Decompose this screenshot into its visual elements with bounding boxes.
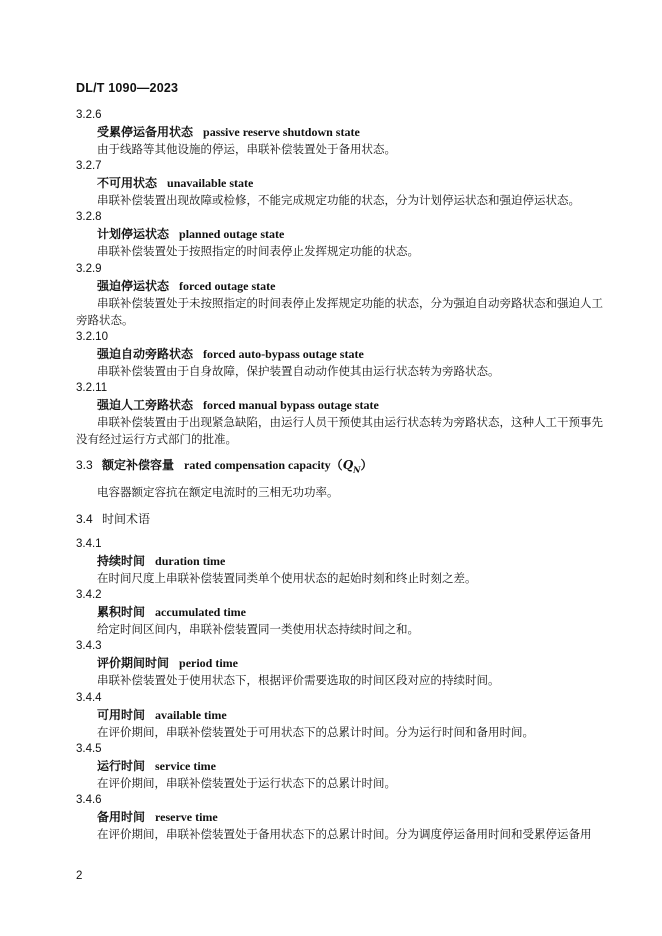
term-chinese: 持续时间 [97, 554, 146, 569]
term-title [76, 175, 606, 192]
symbol-subscript: N [353, 464, 361, 475]
page-number: 2 [76, 870, 83, 882]
term-english: forced outage state [179, 278, 276, 293]
clause-number: 3.2.8 [76, 211, 102, 224]
term-chinese: 计划停运状态 [97, 227, 170, 242]
term-title [76, 397, 606, 414]
term-english: accumulated time [155, 605, 246, 620]
clause-number: 3.2.11 [76, 382, 108, 395]
term-entry [76, 587, 606, 638]
term-title [76, 655, 606, 672]
term-definition: 串联补偿装置处于使用状态下，根据评价需要选取的时间区段对应的持续时间。 [97, 673, 500, 688]
term-definition: 由于线路等其他设施的停运，串联补偿装置处于备用状态。 [97, 142, 396, 156]
term-english: available time [155, 707, 227, 722]
term-chinese: 受累停运备用状态 [97, 125, 194, 139]
term-title [76, 124, 606, 141]
term-title [76, 604, 606, 621]
term-entry [76, 741, 606, 792]
clause-number: 3.2.6 [76, 109, 102, 121]
term-definition: 串联补偿装置出现故障或检修，不能完成规定功能的状态，分为计划停运状态和强迫停运状态。 [97, 193, 580, 208]
term-entry [76, 158, 606, 209]
section-number: 3.3 [76, 457, 93, 472]
term-chinese: 不可用状态 [97, 176, 158, 191]
term-entry [76, 209, 606, 260]
symbol [342, 457, 361, 475]
term-definition: 在评价期间，串联补偿装置处于运行状态下的总累计时间。 [97, 775, 396, 790]
term-english: duration time [155, 554, 226, 569]
term-title [76, 346, 606, 363]
term-chinese: 可用时间 [97, 707, 146, 722]
term-entry [76, 261, 606, 329]
term-english: forced manual bypass outage state [203, 398, 379, 413]
term-chinese: 运行时间 [97, 758, 146, 773]
paren-open: （ [330, 457, 343, 472]
section-number: 3.4 [76, 512, 93, 527]
clause-number: 3.4.1 [76, 538, 102, 551]
term-chinese: 强迫停运状态 [97, 278, 170, 293]
term-title [76, 278, 606, 295]
term-definition: 串联补偿装置处于按照指定的时间表停止发挥规定功能的状态。 [97, 244, 419, 259]
term-definition: 串联补偿装置由于自身故障，保护装置自动动作使其由运行状态转为旁路状态。 [97, 364, 500, 379]
term-entry [76, 107, 606, 158]
term-chinese: 备用时间 [97, 810, 146, 825]
term-english: service time [155, 758, 216, 773]
clause-number: 3.2.7 [76, 160, 102, 173]
term-definition: 在评价期间，串联补偿装置处于可用状态下的总累计时间。分为运行时间和备用时间。 [97, 724, 534, 739]
clause-number: 3.2.9 [76, 262, 102, 275]
term-english: period time [179, 656, 239, 671]
term-definition: 串联补偿装置处于未按照指定的时间表停止发挥规定功能的状态，分为强迫自动旁路状态和强迫人工旁路状态。 [76, 295, 603, 327]
term-english: passive reserve shutdown state [203, 125, 360, 139]
term-chinese: 评价期间时间 [97, 656, 170, 671]
term-title [76, 226, 606, 243]
term-title [76, 553, 606, 570]
term-entry [76, 638, 606, 689]
term-definition: 电容器额定容抗在额定电流时的三相无功功率。 [97, 485, 339, 500]
term-definition: 给定时间区间内，串联补偿装置同一类使用状态持续时间之和。 [97, 622, 419, 637]
term-english: planned outage state [179, 227, 285, 242]
term-definition: 在时间尺度上串联补偿装置同类单个使用状态的起始时刻和终止时刻之差。 [97, 571, 477, 586]
section-title: 时间术语 [102, 512, 151, 527]
clause-number: 3.4.2 [76, 589, 102, 602]
term-english: reserve time [155, 810, 218, 825]
standard-number: DL/T 1090—2023 [76, 81, 179, 95]
paren-close: ） [360, 457, 373, 472]
term-chinese: 累积时间 [97, 605, 146, 620]
symbol-letter: Q [342, 457, 354, 472]
section-heading-3-4 [76, 511, 606, 528]
page-content [76, 107, 606, 843]
clause-number: 3.4.5 [76, 742, 102, 755]
term-definition: 在评价期间，串联补偿装置处于备用状态下的总累计时间。分为调度停运备用时间和受累停运备用 [97, 827, 592, 842]
term-title [76, 758, 606, 775]
term-english: unavailable state [167, 176, 254, 191]
clause-number: 3.4.6 [76, 794, 102, 807]
term-title [76, 809, 606, 826]
term-entry [76, 792, 606, 843]
term-chinese: 强迫人工旁路状态 [97, 398, 194, 413]
clause-number: 3.4.3 [76, 640, 102, 653]
clause-number: 3.4.4 [76, 691, 102, 704]
clause-number: 3.2.10 [76, 331, 108, 344]
term-chinese: 强迫自动旁路状态 [97, 347, 194, 362]
section-heading-3-3 [76, 457, 606, 478]
term-english: rated compensation capacity [184, 457, 331, 472]
term-definition: 串联补偿装置由于出现紧急缺陷，由运行人员干预使其由运行状态转为旁路状态，这种人工干预事先没有经过运行方式部门的批准。 [76, 415, 603, 447]
term-english: forced auto-bypass outage state [203, 347, 364, 362]
term-title [76, 707, 606, 724]
term-chinese: 额定补偿容量 [102, 457, 175, 472]
term-entry [76, 380, 606, 448]
term-entry [76, 536, 606, 587]
term-entry [76, 690, 606, 741]
term-entry [76, 329, 606, 380]
